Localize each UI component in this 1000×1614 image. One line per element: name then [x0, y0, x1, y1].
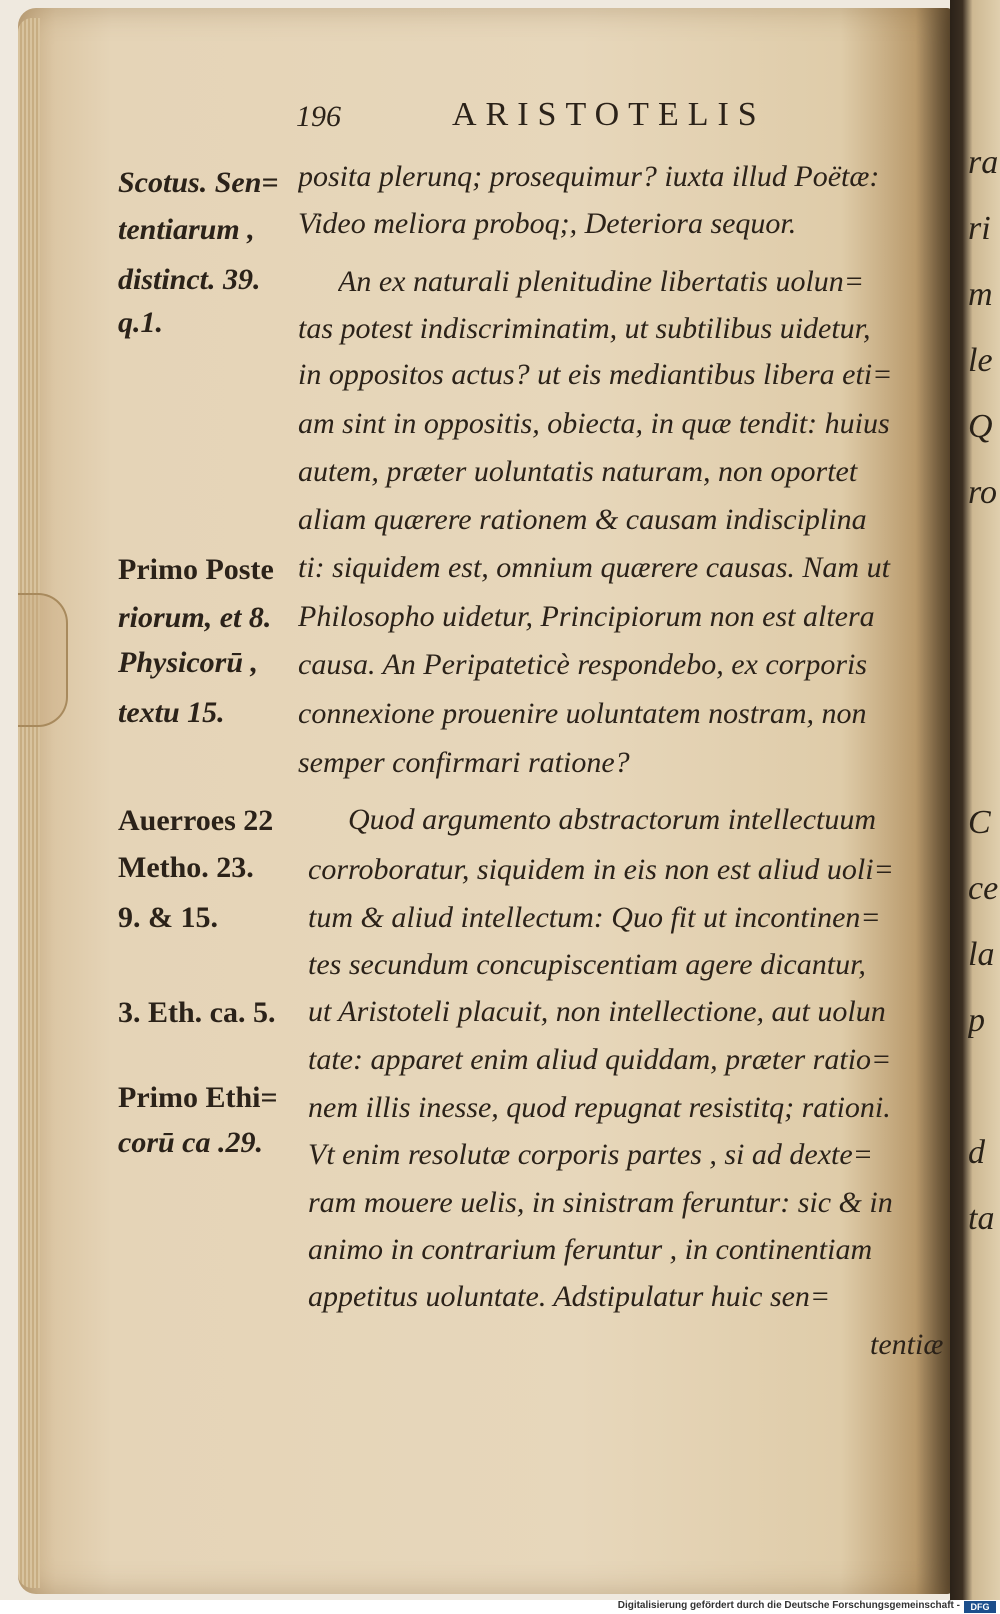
margin-note: Physicorū ,: [118, 646, 259, 679]
margin-note: Scotus. Sen=: [118, 166, 279, 199]
margin-note: Auerroes 22: [118, 804, 274, 837]
body-line: ut Aristoteli placuit, non intellectione, aut uolun: [308, 995, 886, 1028]
facing-page-fragment-line: [968, 658, 998, 724]
body-line: posita plerunq; prosequimur? iuxta illud Poëtæ:: [298, 160, 880, 193]
clasp-mark: [18, 593, 68, 727]
margin-note: distinct. 39.: [118, 263, 261, 296]
margin-note: q.1.: [118, 306, 163, 339]
running-title: ARISTOTELIS: [452, 96, 766, 133]
body-line: connexione prouenire uoluntatem nostram, non: [298, 697, 867, 730]
facing-page-fragment-line: p: [968, 1002, 985, 1039]
facing-page-fragment-line: la: [968, 936, 995, 973]
facing-page-fragment-line: d: [968, 1134, 985, 1171]
credit-text: Digitalisierung gefördert durch die Deutsche Forschungsgemeinschaft -: [617, 1600, 960, 1611]
digitization-credit-bar: [0, 1600, 1000, 1614]
body-line: autem, præter uoluntatis naturam, non oportet: [298, 455, 858, 488]
dfg-logo: DFG: [964, 1601, 996, 1613]
body-line: am sint in oppositis, obiecta, in quæ tendit: huius: [298, 407, 890, 440]
body-line: Vt enim resolutæ corporis partes , si ad dexte=: [308, 1138, 873, 1171]
body-line: An ex naturali plenitudine libertatis uolun=: [338, 265, 865, 298]
body-line: tate: apparet enim aliud quiddam, præter ratio=: [308, 1043, 892, 1076]
facing-page-fragment-line: ri: [968, 210, 991, 247]
body-line: Philosopho uidetur, Principiorum non est altera: [298, 600, 875, 633]
body-line: ti: siquidem est, omnium quærere causas. Nam ut: [298, 551, 890, 584]
margin-note: Primo Poste: [118, 553, 274, 586]
facing-page-fragment-line: ra: [968, 144, 998, 181]
facing-page-fragment: [968, 130, 998, 1252]
page-edge: [18, 18, 40, 1588]
facing-page-fragment-line: le: [968, 342, 993, 379]
facing-page-fragment-line: [968, 724, 998, 790]
facing-page-fragment-line: Q: [968, 408, 993, 445]
catchword: tentiæ: [870, 1328, 944, 1361]
body-line: Video meliora proboq;, Deteriora sequor.: [298, 207, 797, 240]
body-line: ram mouere uelis, in sinistram feruntur: sic & in: [308, 1186, 893, 1219]
margin-note: tentiarum ,: [118, 213, 255, 246]
margin-note: Metho. 23.: [118, 851, 254, 884]
page-number: 196: [296, 100, 341, 133]
facing-page-fragment-line: ta: [968, 1200, 995, 1237]
facing-page-fragment-line: [968, 1054, 998, 1120]
facing-page-fragment-line: ro: [968, 474, 997, 511]
body-line: corroboratur, siquidem in eis non est aliud uoli=: [308, 853, 894, 886]
body-line: aliam quærere rationem & causam indisciplina: [298, 503, 867, 536]
facing-page-fragment-line: C: [968, 804, 991, 841]
body-line: in oppositos actus? ut eis mediantibus libera eti=: [298, 358, 893, 391]
margin-note: Primo Ethi=: [118, 1081, 278, 1114]
facing-page-fragment-line: [968, 592, 998, 658]
body-line: appetitus uoluntate. Adstipulatur huic sen=: [308, 1280, 831, 1313]
margin-note: 9. & 15.: [118, 901, 218, 934]
body-line: tes secundum concupiscentiam agere dicantur,: [308, 948, 866, 981]
facing-page-fragment-line: [968, 526, 998, 592]
facing-page-fragment-line: ce: [968, 870, 998, 907]
facing-page-fragment-line: m: [968, 276, 993, 313]
body-line: causa. An Peripateticè respondebo, ex corporis: [298, 648, 868, 681]
margin-note: textu 15.: [118, 696, 225, 729]
margin-note: riorum, et 8.: [118, 601, 272, 634]
body-line: nem illis inesse, quod repugnat resistitq; rationi.: [308, 1091, 891, 1124]
body-line: tum & aliud intellectum: Quo fit ut incontinen=: [308, 901, 881, 934]
margin-note: 3. Eth. ca. 5.: [118, 996, 276, 1029]
page-header: [0, 96, 1000, 140]
body-line: semper confirmari ratione?: [298, 746, 630, 779]
margin-note: corū ca .29.: [118, 1126, 263, 1159]
body-line: Quod argumento abstractorum intellectuum: [348, 803, 877, 836]
body-line: tas potest indiscriminatim, ut subtilibus uidetur,: [298, 312, 871, 345]
body-line: animo in contrarium feruntur , in continentiam: [308, 1233, 873, 1266]
